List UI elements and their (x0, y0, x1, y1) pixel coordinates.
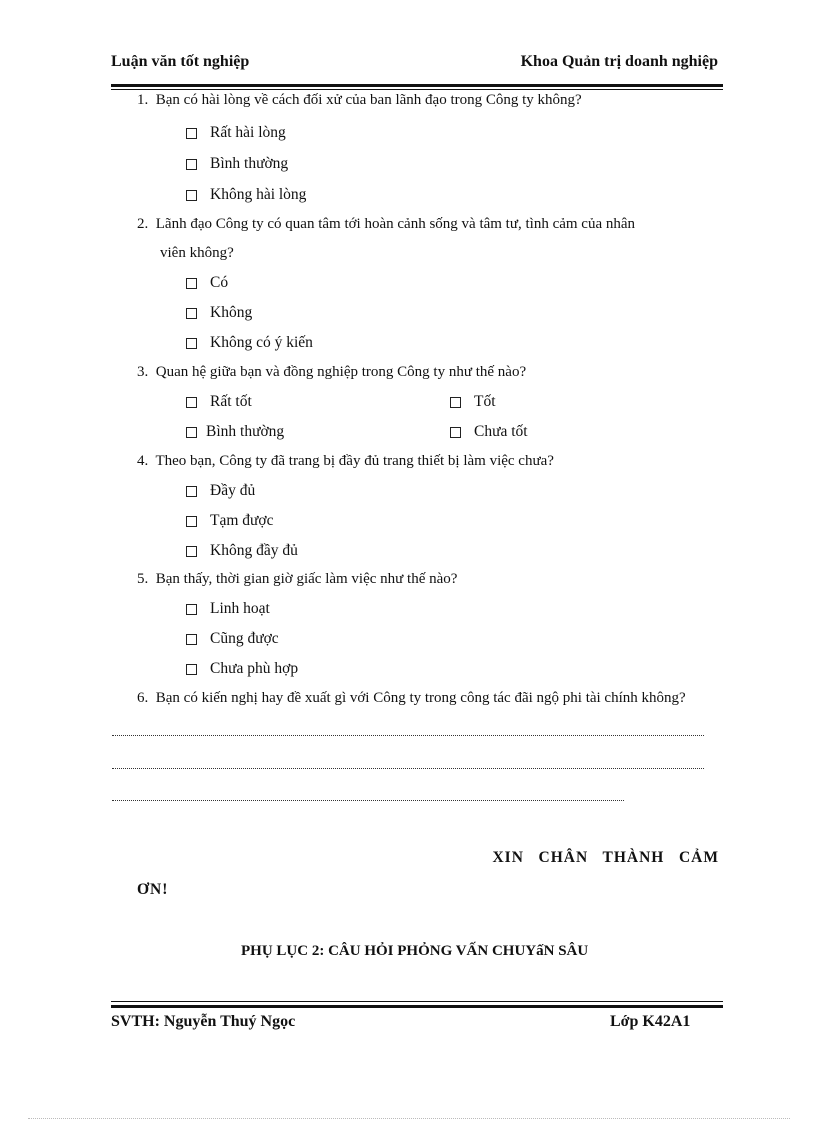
question-number: 4. (137, 453, 149, 469)
option-item[interactable] (186, 186, 306, 204)
page-bottom-border (28, 1118, 790, 1119)
option-label: Đầy đủ (210, 482, 256, 499)
question-text: Bạn có kiến nghị hay đề xuất gì với Công ty trong công tác đãi ngộ phi tài chính không? (155, 690, 686, 706)
option-item[interactable] (186, 304, 252, 322)
answer-line[interactable] (112, 768, 704, 769)
question-3 (137, 364, 526, 381)
question-text: Lãnh đạo Công ty có quan tâm tới hoàn cảnh sống và tâm tư, tình cảm của nhân (155, 216, 636, 232)
checkbox[interactable] (186, 308, 197, 319)
checkbox[interactable] (186, 486, 197, 497)
checkbox[interactable] (186, 159, 197, 170)
question-number: 2. (137, 216, 149, 232)
checkbox[interactable] (186, 278, 197, 289)
question-1 (137, 92, 582, 109)
header-rule-thin (111, 89, 723, 90)
answer-line[interactable] (112, 735, 704, 736)
question-number: 6. (137, 690, 149, 706)
footer-class: Lớp K42A1 (610, 1013, 691, 1030)
option-item[interactable] (450, 423, 528, 441)
question-text: Quan hệ giữa bạn và đồng nghiệp trong Công ty như thế nào? (155, 364, 527, 380)
footer-rule-thin (111, 1001, 723, 1002)
option-item[interactable] (186, 423, 284, 441)
option-label: Tốt (474, 393, 496, 410)
option-item[interactable] (186, 630, 279, 648)
checkbox[interactable] (186, 427, 197, 438)
option-item[interactable] (450, 393, 496, 411)
option-item[interactable] (186, 542, 298, 560)
question-text: Theo bạn, Công ty đã trang bị đầy đủ trang thiết bị làm việc chưa? (155, 453, 554, 469)
option-item[interactable] (186, 600, 270, 618)
option-item[interactable] (186, 482, 255, 500)
option-item[interactable] (186, 393, 252, 411)
checkbox[interactable] (186, 664, 197, 675)
checkbox[interactable] (186, 634, 197, 645)
footer-rule-thick (111, 1005, 723, 1008)
option-label: Rất hài lòng (210, 124, 286, 141)
checkbox[interactable] (450, 397, 461, 408)
thanks-line-2: ƠN! (137, 881, 169, 898)
option-item[interactable] (186, 274, 228, 292)
option-label: Không đầy đủ (210, 542, 298, 559)
answer-line[interactable] (112, 800, 624, 801)
question-text: Bạn có hài lòng về cách đối xử của ban lãnh đạo trong Công ty không? (155, 92, 582, 108)
checkbox[interactable] (186, 397, 197, 408)
option-label: Bình thường (210, 155, 289, 172)
checkbox[interactable] (450, 427, 461, 438)
option-item[interactable] (186, 155, 288, 173)
question-4 (137, 453, 554, 470)
header-rule-thick (111, 84, 723, 87)
question-6 (137, 690, 686, 707)
checkbox[interactable] (186, 516, 197, 527)
question-number: 5. (137, 571, 149, 587)
option-label: Không có ý kiến (210, 334, 313, 351)
option-label: Chưa phù hợp (210, 660, 299, 677)
checkbox[interactable] (186, 128, 197, 139)
checkbox[interactable] (186, 546, 197, 557)
question-2 (137, 216, 635, 233)
option-label: Linh hoạt (210, 600, 270, 617)
checkbox[interactable] (186, 338, 197, 349)
checkbox[interactable] (186, 190, 197, 201)
question-text: Bạn thấy, thời gian giờ giấc làm việc như thế nào? (155, 571, 458, 587)
option-item[interactable] (186, 334, 313, 352)
option-label: Không hài lòng (210, 186, 307, 203)
appendix-title: PHỤ LỤC 2: CÂU HỎI PHỎNG VẤN CHUYấN SÂU (241, 943, 589, 959)
option-item[interactable] (186, 660, 298, 678)
question-number: 1. (137, 92, 149, 108)
header-right-title: Khoa Quản trị doanh nghiệp (520, 53, 718, 70)
option-label: Bình thường (206, 423, 285, 440)
option-label: Cũng được (210, 630, 279, 647)
header-left-title: Luận văn tốt nghiệp (111, 53, 250, 70)
question-5 (137, 571, 457, 588)
option-item[interactable] (186, 124, 286, 142)
option-label: Có (210, 274, 229, 291)
option-label: Rất tốt (210, 393, 252, 410)
option-label: Không (210, 304, 253, 321)
thanks-line-1: XIN CHÂN THÀNH CẢM (492, 849, 719, 866)
question-number: 3. (137, 364, 149, 380)
option-label: Tạm được (210, 512, 274, 529)
question-2-continuation: viên không? (160, 245, 234, 261)
footer-student: SVTH: Nguyễn Thuý Ngọc (111, 1013, 296, 1030)
option-label: Chưa tốt (474, 423, 528, 440)
option-item[interactable] (186, 512, 274, 530)
checkbox[interactable] (186, 604, 197, 615)
